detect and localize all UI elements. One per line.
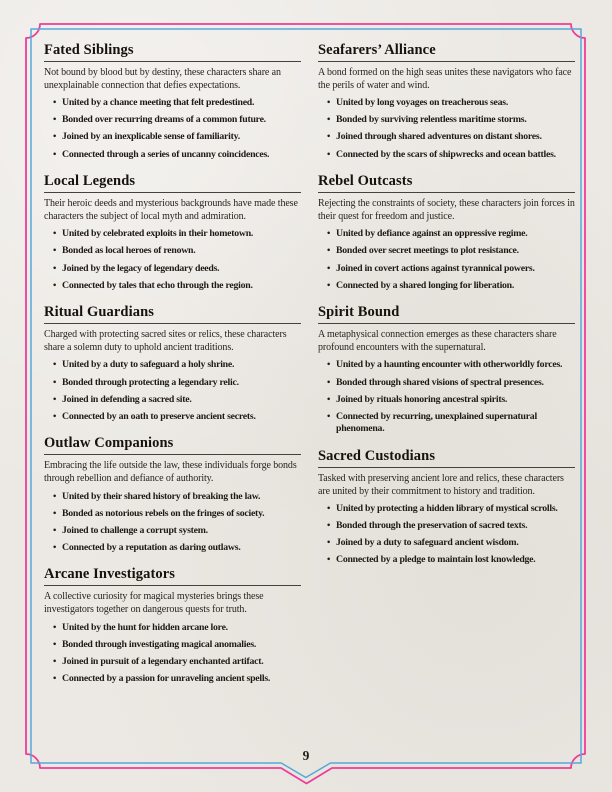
bullet-item bbox=[327, 554, 575, 567]
bullet-text: Joined in defending a sacred site. bbox=[62, 393, 192, 405]
bullet-dot-icon: • bbox=[327, 394, 331, 405]
bullet-dot-icon: • bbox=[327, 538, 331, 549]
section-intro: Tasked with preserving ancient lore and relics, these characters are united by their commitment to history and tradition. bbox=[318, 472, 564, 497]
bullet-item bbox=[53, 149, 301, 162]
bullet-item bbox=[53, 97, 301, 110]
bullet-dot-icon: • bbox=[327, 263, 331, 274]
bullet-text: Joined in pursuit of a legendary enchanted artifact. bbox=[62, 655, 264, 667]
bullet-text: Joined by an inexplicable sense of familiarity. bbox=[62, 131, 240, 143]
section bbox=[318, 41, 575, 161]
bullet-item bbox=[327, 411, 575, 436]
bullet-dot-icon: • bbox=[327, 504, 331, 515]
bullet-dot-icon: • bbox=[53, 246, 57, 257]
bullet-list bbox=[44, 359, 301, 423]
bullet-dot-icon: • bbox=[53, 639, 57, 650]
bullet-item bbox=[53, 228, 301, 241]
bullet-text: United by long voyages on treacherous seas. bbox=[336, 97, 509, 109]
bullet-text: United by a haunting encounter with otherworldly forces. bbox=[336, 359, 563, 371]
section-intro: Rejecting the constraints of society, these characters join forces in their quest for freedom and justice. bbox=[318, 198, 575, 223]
bullet-dot-icon: • bbox=[53, 622, 57, 633]
bullet-item bbox=[327, 149, 575, 162]
bullet-list bbox=[44, 97, 301, 161]
bullet-dot-icon: • bbox=[53, 673, 57, 684]
bullet-item bbox=[53, 411, 301, 424]
bullet-text: Bonded over recurring dreams of a common future. bbox=[62, 114, 266, 126]
bullet-dot-icon: • bbox=[327, 229, 331, 240]
section bbox=[318, 172, 575, 292]
bullet-item bbox=[53, 263, 301, 276]
bullet-text: Bonded through shared visions of spectral presences. bbox=[336, 376, 544, 388]
bullet-item bbox=[53, 656, 301, 669]
bullet-text: Connected by a passion for unraveling ancient spells. bbox=[62, 672, 271, 684]
bullet-dot-icon: • bbox=[53, 542, 57, 553]
bullet-text: Connected by recurring, unexplained supernatural phenomena. bbox=[336, 410, 537, 435]
bullet-text: United by their shared history of breaking the law. bbox=[62, 490, 261, 502]
section-intro: Their heroic deeds and mysterious backgrounds have made these characters the subject of local myth and admiration. bbox=[44, 198, 298, 223]
bullet-dot-icon: • bbox=[53, 508, 57, 519]
bullet-dot-icon: • bbox=[53, 115, 57, 126]
page-content bbox=[44, 41, 575, 696]
bullet-text: Bonded as notorious rebels on the fringes of society. bbox=[62, 507, 265, 519]
bullet-dot-icon: • bbox=[327, 98, 331, 109]
bullet-text: Bonded by surviving relentless maritime storms. bbox=[336, 114, 527, 126]
bullet-text: Joined by rituals honoring ancestral spirits. bbox=[336, 393, 508, 405]
page-number: 9 bbox=[302, 748, 310, 763]
section-title: Local Legends bbox=[44, 172, 301, 193]
bullet-list bbox=[44, 622, 301, 686]
bullet-dot-icon: • bbox=[327, 555, 331, 566]
bullet-text: Joined in covert actions against tyrannical powers. bbox=[336, 262, 535, 274]
section bbox=[44, 41, 301, 161]
bullet-item bbox=[53, 359, 301, 372]
bullet-text: Bonded over secret meetings to plot resistance. bbox=[336, 245, 519, 257]
bullet-item bbox=[53, 673, 301, 686]
bullet-text: United by protecting a hidden library of mystical scrolls. bbox=[336, 503, 558, 515]
bullet-list bbox=[44, 228, 301, 292]
bullet-text: Connected by a pledge to maintain lost knowledge. bbox=[336, 554, 536, 566]
bullet-item bbox=[327, 263, 575, 276]
bullet-item bbox=[327, 537, 575, 550]
bullet-text: Bonded as local heroes of renown. bbox=[62, 245, 196, 257]
bullet-dot-icon: • bbox=[327, 411, 331, 422]
section bbox=[318, 447, 575, 567]
bullet-item bbox=[53, 131, 301, 144]
bullet-item bbox=[327, 228, 575, 241]
left-column bbox=[44, 41, 301, 696]
bullet-dot-icon: • bbox=[327, 377, 331, 388]
bullet-item bbox=[53, 491, 301, 504]
bullet-item bbox=[327, 520, 575, 533]
section-title: Ritual Guardians bbox=[44, 303, 301, 324]
bullet-item bbox=[53, 622, 301, 635]
bullet-dot-icon: • bbox=[53, 360, 57, 371]
section bbox=[44, 303, 301, 423]
bullet-item bbox=[327, 394, 575, 407]
bullet-text: Connected by tales that echo through the region. bbox=[62, 279, 253, 291]
bullet-item bbox=[53, 114, 301, 127]
bullet-text: Joined through shared adventures on distant shores. bbox=[336, 131, 542, 143]
bullet-dot-icon: • bbox=[53, 525, 57, 536]
bullet-dot-icon: • bbox=[327, 521, 331, 532]
bullet-item bbox=[53, 639, 301, 652]
bullet-text: United by a duty to safeguard a holy shrine. bbox=[62, 359, 235, 371]
bullet-list bbox=[44, 491, 301, 555]
bullet-text: Joined by the legacy of legendary deeds. bbox=[62, 262, 220, 274]
bullet-dot-icon: • bbox=[327, 280, 331, 291]
bullet-dot-icon: • bbox=[53, 656, 57, 667]
bullet-item bbox=[53, 542, 301, 555]
bullet-item bbox=[53, 394, 301, 407]
bullet-item bbox=[327, 503, 575, 516]
bullet-dot-icon: • bbox=[53, 377, 57, 388]
bullet-list bbox=[318, 97, 575, 161]
bullet-list bbox=[318, 359, 575, 435]
bullet-dot-icon: • bbox=[327, 246, 331, 257]
section-title: Spirit Bound bbox=[318, 303, 575, 324]
bullet-list bbox=[318, 503, 575, 567]
section-intro: Embracing the life outside the law, these individuals forge bonds through rebellion and defiance of authority. bbox=[44, 460, 297, 485]
bullet-text: United by defiance against an oppressive regime. bbox=[336, 228, 528, 240]
section-title: Rebel Outcasts bbox=[318, 172, 575, 193]
bullet-list bbox=[318, 228, 575, 292]
bullet-dot-icon: • bbox=[53, 280, 57, 291]
bullet-item bbox=[53, 525, 301, 538]
section-intro: Not bound by blood but by destiny, these characters share an unexplainable connection that defies expectations. bbox=[44, 67, 281, 92]
bullet-item bbox=[327, 97, 575, 110]
bullet-dot-icon: • bbox=[327, 149, 331, 160]
bullet-text: Connected through a series of uncanny coincidences. bbox=[62, 148, 270, 160]
section-title: Sacred Custodians bbox=[318, 447, 575, 468]
bullet-text: Joined by a duty to safeguard ancient wisdom. bbox=[336, 537, 519, 549]
bullet-text: Connected by a reputation as daring outlaws. bbox=[62, 541, 241, 553]
bullet-item bbox=[53, 508, 301, 521]
section bbox=[44, 434, 301, 554]
section bbox=[44, 565, 301, 685]
section bbox=[318, 303, 575, 436]
bullet-dot-icon: • bbox=[327, 360, 331, 371]
bullet-dot-icon: • bbox=[327, 132, 331, 143]
bullet-dot-icon: • bbox=[53, 491, 57, 502]
bullet-text: Bonded through protecting a legendary relic. bbox=[62, 376, 239, 388]
section-intro: A bond formed on the high seas unites these navigators who face the perils of water and wind. bbox=[318, 67, 572, 92]
section-intro: Charged with protecting sacred sites or relics, these characters share a solemn duty to uphold ancient traditions. bbox=[44, 329, 287, 354]
bullet-item bbox=[327, 114, 575, 127]
bullet-text: Connected by a shared longing for liberation. bbox=[336, 279, 515, 291]
section-intro: A metaphysical connection emerges as these characters share profound encounters with the supernatural. bbox=[318, 329, 557, 354]
bullet-text: Joined to challenge a corrupt system. bbox=[62, 524, 208, 536]
bullet-text: United by a chance meeting that felt predestined. bbox=[62, 97, 255, 109]
section-title: Seafarers’ Alliance bbox=[318, 41, 575, 62]
bullet-dot-icon: • bbox=[53, 411, 57, 422]
bullet-dot-icon: • bbox=[53, 394, 57, 405]
bullet-dot-icon: • bbox=[53, 98, 57, 109]
bullet-text: Bonded through the preservation of sacred texts. bbox=[336, 520, 528, 532]
bullet-text: Connected by the scars of shipwrecks and ocean battles. bbox=[336, 148, 556, 160]
section-title: Outlaw Companions bbox=[44, 434, 301, 455]
bullet-dot-icon: • bbox=[53, 263, 57, 274]
bullet-item bbox=[53, 245, 301, 258]
bullet-item bbox=[327, 359, 575, 372]
bullet-text: Connected by an oath to preserve ancient secrets. bbox=[62, 410, 256, 422]
bullet-item bbox=[53, 377, 301, 390]
bullet-item bbox=[327, 131, 575, 144]
bullet-text: United by the hunt for hidden arcane lore. bbox=[62, 621, 228, 633]
bullet-item bbox=[327, 280, 575, 293]
bullet-item bbox=[327, 377, 575, 390]
bullet-item bbox=[53, 280, 301, 293]
section-title: Fated Siblings bbox=[44, 41, 301, 62]
bullet-text: Bonded through investigating magical anomalies. bbox=[62, 638, 257, 650]
bullet-dot-icon: • bbox=[53, 132, 57, 143]
bullet-item bbox=[327, 245, 575, 258]
section-title: Arcane Investigators bbox=[44, 565, 301, 586]
bullet-dot-icon: • bbox=[327, 115, 331, 126]
bullet-text: United by celebrated exploits in their hometown. bbox=[62, 228, 254, 240]
bullet-dot-icon: • bbox=[53, 149, 57, 160]
bullet-dot-icon: • bbox=[53, 229, 57, 240]
right-column bbox=[318, 41, 575, 696]
section-intro: A collective curiosity for magical mysteries brings these investigators together on dangerous quests for truth. bbox=[44, 591, 264, 616]
section bbox=[44, 172, 301, 292]
